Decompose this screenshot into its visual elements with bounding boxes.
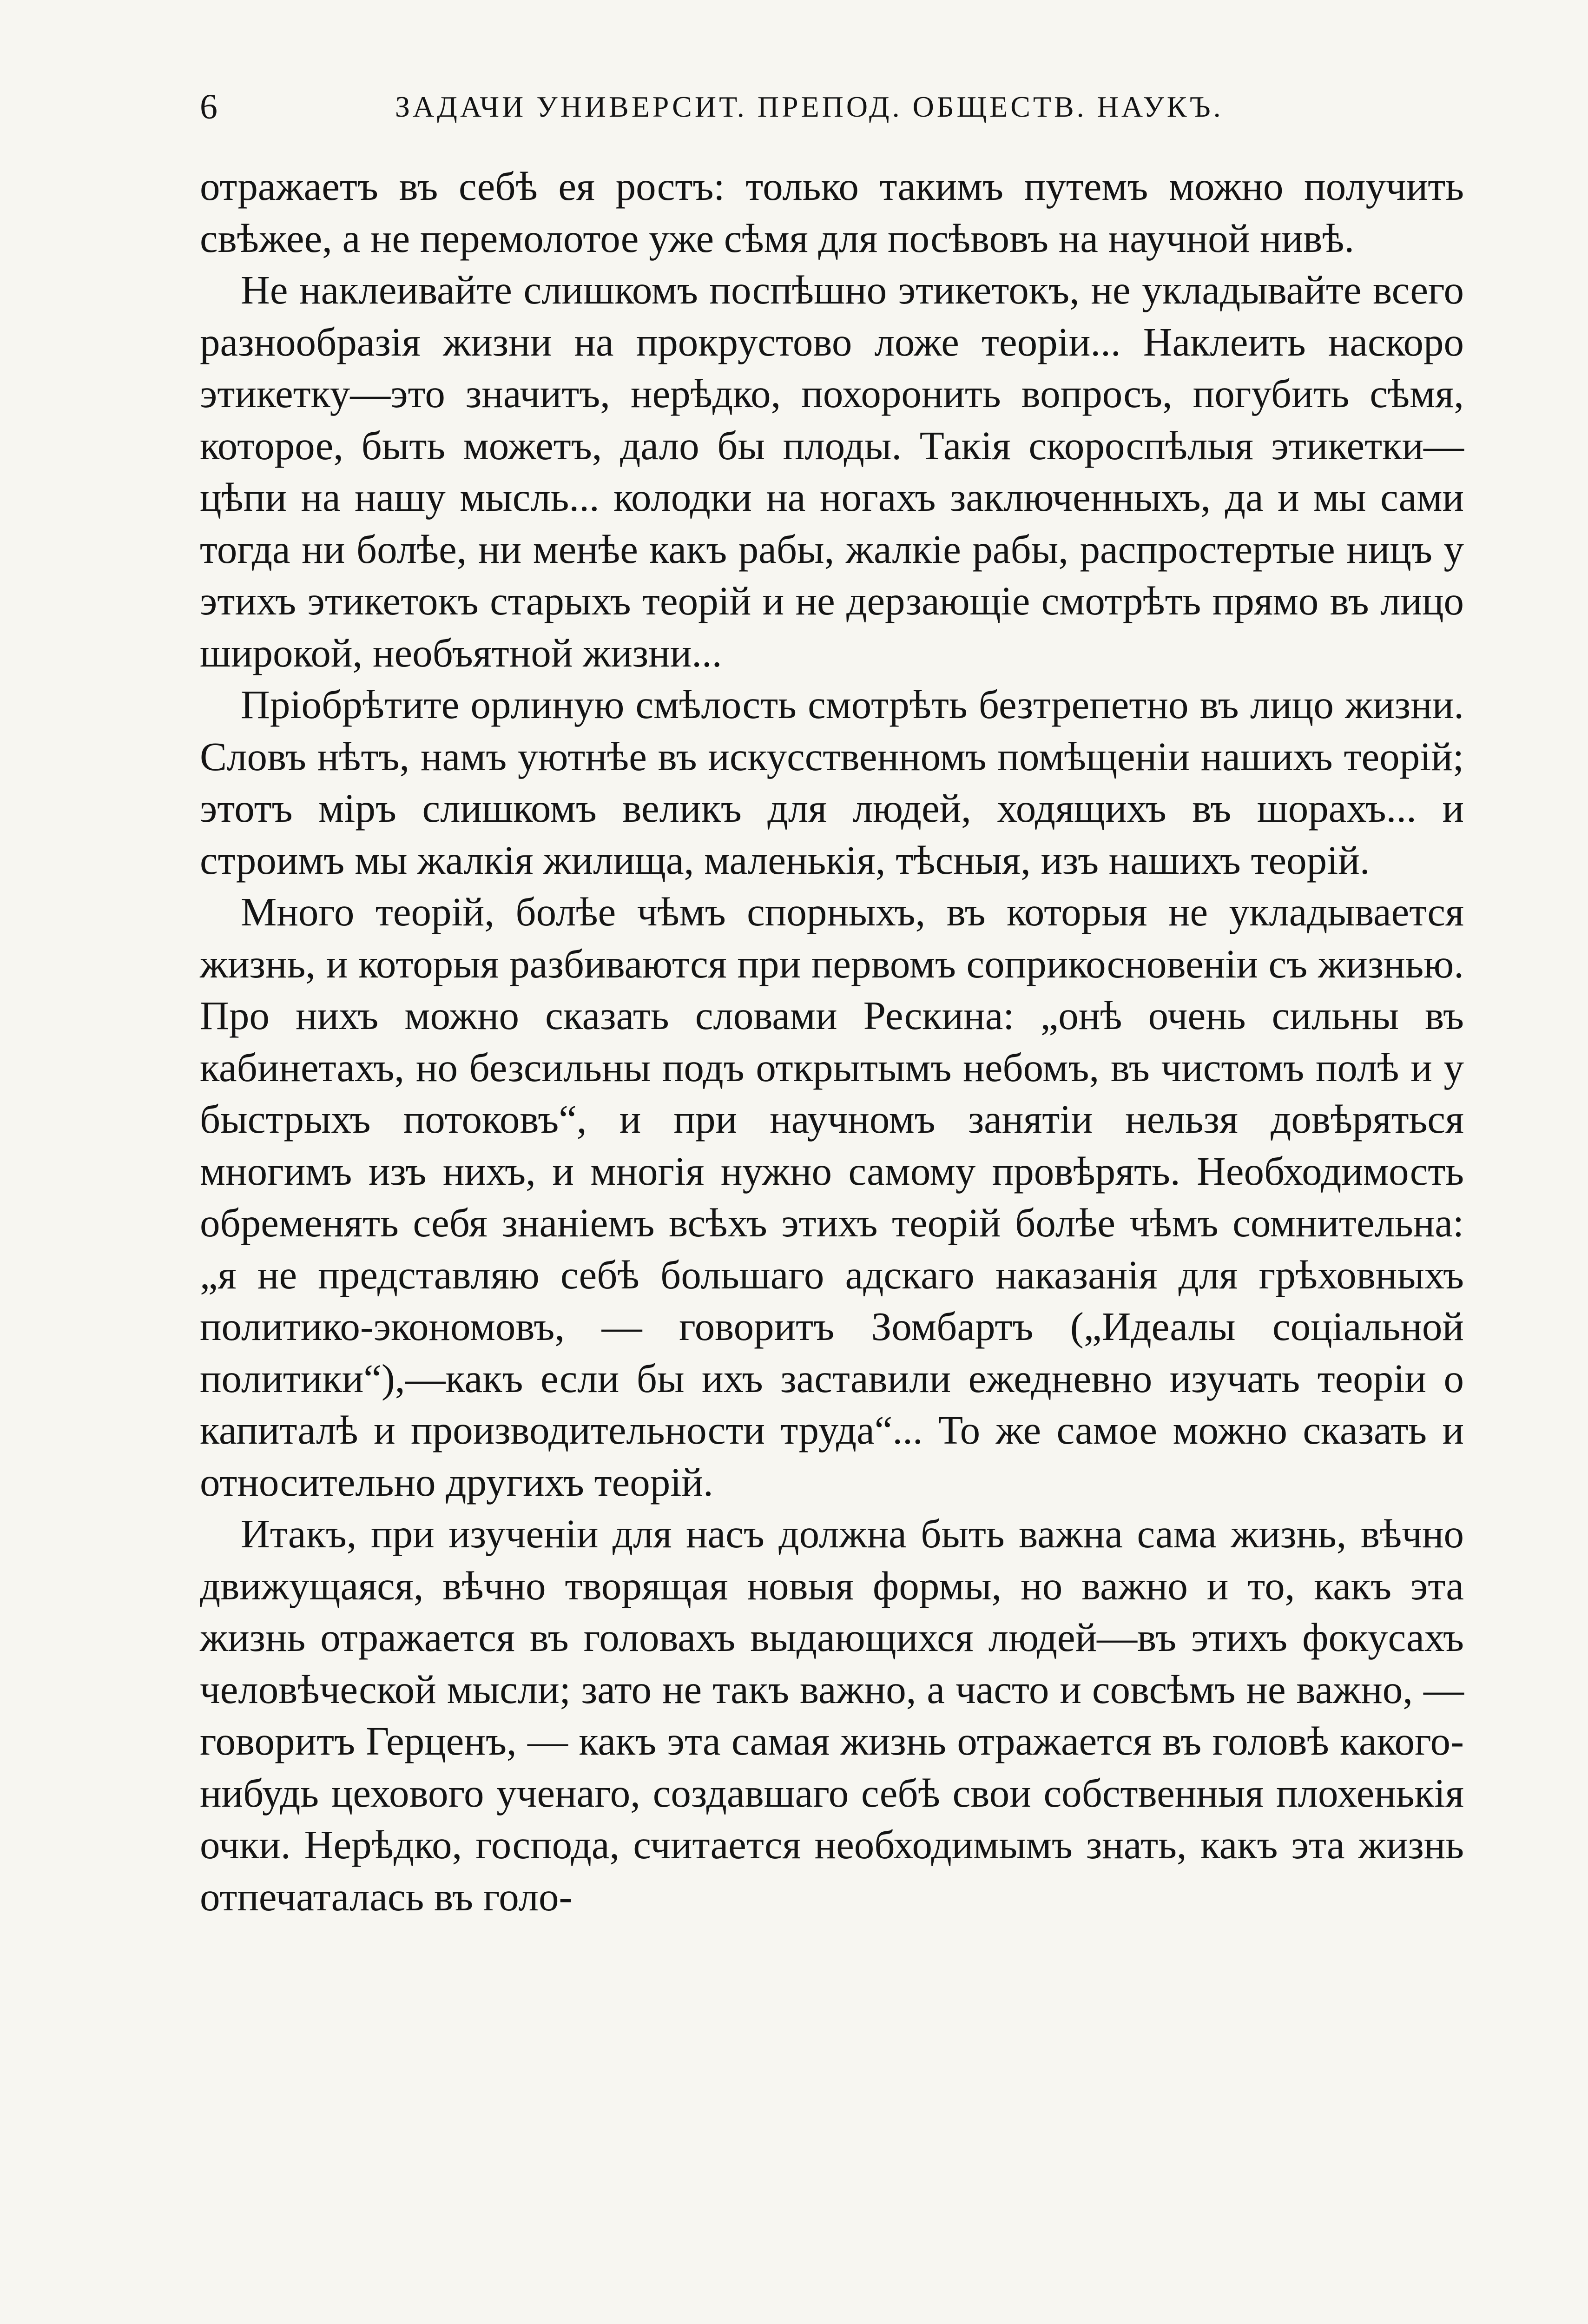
page-header <box>200 86 1464 128</box>
paragraph-5: Итакъ, при изученіи для насъ должна быть важна сама жизнь, вѣчно движущаяся, вѣчно творящая новыя формы, но важно и то, какъ эта жизнь отражается въ головахъ выдающихся людей—въ этихъ фокусахъ человѣческой мысли; зато не такъ важно, а часто и совсѣмъ не важно, — говоритъ Герценъ, — какъ эта самая жизнь отражается въ головѣ какого-нибудь цехового ученаго, создавшаго себѣ свои собственныя плохенькія очки. Нерѣдко, господа, считается необходимымъ знать, какъ эта жизнь отпечаталась въ голо- <box>200 1511 1464 1919</box>
paragraph-2: Не наклеивайте слишкомъ поспѣшно этикетокъ, не укладывайте всего разнообразія жизни на прокрустово ложе теоріи... Наклеить наскоро этикетку—это значитъ, нерѣдко, похоронить вопросъ, погубить сѣмя, которое, быть можетъ, дало бы плоды. Такія скороспѣлыя этикетки—цѣпи на нашу мысль... колодки на ногахъ заключенныхъ, да и мы сами тогда ни болѣе, ни менѣе какъ рабы, жалкіе рабы, распростертые ницъ у этихъ этикетокъ старыхъ теорій и не дерзающіе смотрѣть прямо въ лицо широкой, необъятной жизни... <box>200 267 1464 675</box>
page-number: 6 <box>200 87 217 126</box>
paragraph-4: Много теорій, болѣе чѣмъ спорныхъ, въ которыя не укладывается жизнь, и которыя разбиваются при первомъ соприкосновеніи съ жизнью. Про нихъ можно сказать словами Рескина: „онѣ очень сильны въ кабинетахъ, но безсильны подъ открытымъ небомъ, въ чистомъ полѣ и у быстрыхъ потоковъ“, и при научномъ занятіи нельзя довѣряться многимъ изъ нихъ, и многія нужно самому провѣрять. Необходимость обременять себя знаніемъ всѣхъ этихъ теорій болѣе чѣмъ сомнительна: „я не представляю себѣ большаго адскаго наказанія для грѣховныхъ политико-экономовъ, — говоритъ Зомбартъ („Идеалы соціальной политики“),—какъ если бы ихъ заставили ежедневно изучать теоріи о капиталѣ и производительности труда“... То же самое можно сказать и относительно другихъ теорій. <box>200 889 1464 1505</box>
paragraph-3: Пріобрѣтите орлиную смѣлость смотрѣть безтрепетно въ лицо жизни. Словъ нѣтъ, намъ уютнѣе въ искусственномъ помѣщеніи нашихъ теорій; этотъ міръ слишкомъ великъ для людей, ходящихъ въ шорахъ... и строимъ мы жалкія жилища, маленькія, тѣсныя, изъ нашихъ теорій. <box>200 682 1464 883</box>
paragraph-1: отражаетъ въ себѣ ея ростъ: только такимъ путемъ можно получить свѣжее, а не перемолотое уже сѣмя для посѣвовъ на научной нивѣ. <box>200 164 1464 261</box>
page-body <box>200 160 1464 1922</box>
running-title: ЗАДАЧИ УНИВЕРСИТ. ПРЕПОД. ОБЩЕСТВ. НАУКЪ. <box>395 90 1224 123</box>
